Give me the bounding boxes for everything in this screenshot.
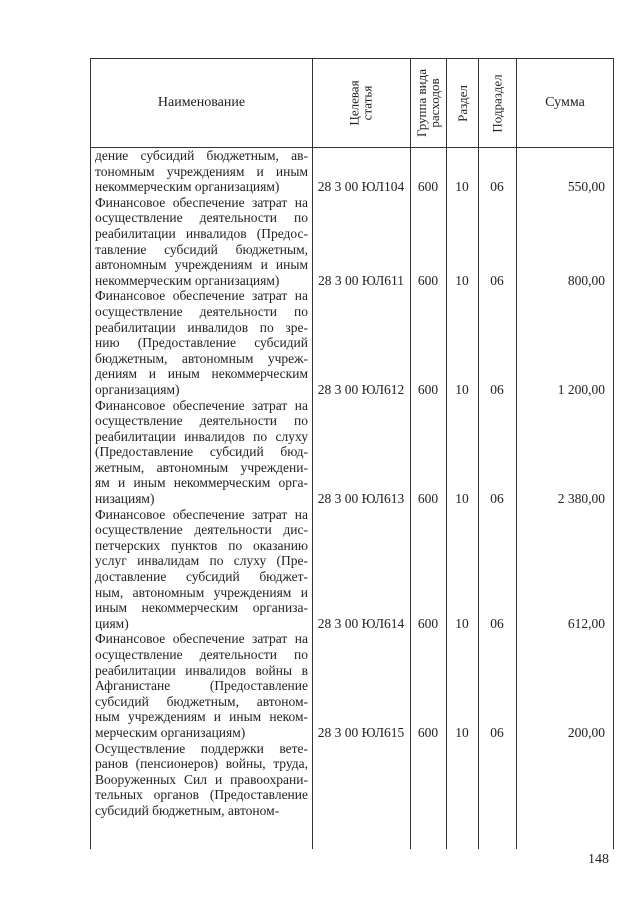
row-name-line: реабилитации инвалидов войны в <box>95 662 308 678</box>
row-name-line: петчерских пунктов по оказанию <box>95 537 308 553</box>
row-expense-group: 600 <box>417 381 439 397</box>
row-name-line: некоммерческим организациям) <box>95 272 280 288</box>
row-name-line: осуществление деятельности по <box>95 647 308 662</box>
row-target-article: 28 3 00 ЮЛ104 <box>317 179 405 195</box>
table-row <box>91 507 613 632</box>
header-expense-group: Группа вида расходов <box>414 69 443 137</box>
table-row <box>91 195 613 289</box>
row-target-article: 28 3 00 ЮЛ614 <box>317 615 405 631</box>
row-name-line: доставление субсидий бюджет- <box>95 569 308 585</box>
header-target-article: Целевая статья <box>346 80 375 126</box>
table-header <box>91 59 613 148</box>
row-expense-group: 600 <box>417 724 439 740</box>
row-name-line: дениям и иным некоммерческим <box>95 366 308 382</box>
row-section: 10 <box>455 615 469 631</box>
row-name-line: циям) <box>95 615 129 631</box>
row-name-line: Финансовое обеспечение затрат на <box>95 506 308 522</box>
row-name-line: Вооруженных Сил и правоохрани- <box>95 771 308 787</box>
table-row <box>91 631 613 740</box>
row-section: 10 <box>455 724 469 740</box>
row-name-line: тавление субсидий бюджетным, <box>95 241 308 257</box>
row-name-line: ным, автономным учреждениям и <box>95 584 308 600</box>
row-name-line: бюджетным, автономным учреж- <box>95 350 308 366</box>
budget-table <box>90 58 614 849</box>
row-name-line: низациям) <box>95 491 155 507</box>
row-name-line: ранов (пенсионеров) войны, труда, <box>95 756 308 772</box>
row-name-line: ным учреждениям и иным неком- <box>95 709 308 725</box>
row-name-line: субсидий бюджетным, автоном- <box>95 693 308 709</box>
row-name-line: Финансовое обеспечение затрат на <box>95 397 308 413</box>
table-row <box>91 398 613 507</box>
row-sum: 1 200,00 <box>557 381 605 397</box>
row-subsection: 06 <box>490 615 504 631</box>
row-name-line: дение субсидий бюджетным, ав- <box>95 148 308 163</box>
row-name-line: нию (Предоставление субсидий <box>95 335 308 351</box>
header-name: Наименование <box>157 95 246 110</box>
row-target-article: 28 3 00 ЮЛ611 <box>318 272 404 288</box>
row-name-line: некоммерческим организациям) <box>95 179 280 195</box>
row-section: 10 <box>455 491 469 507</box>
row-name-line: (Предоставление субсидий бюд- <box>95 444 308 460</box>
row-section: 10 <box>455 272 469 288</box>
row-expense-group: 600 <box>417 615 439 631</box>
row-subsection: 06 <box>490 724 504 740</box>
row-subsection: 06 <box>490 381 504 397</box>
row-subsection: 06 <box>490 272 504 288</box>
row-name <box>91 507 308 632</box>
header-subsection: Подраздел <box>489 73 505 133</box>
row-name <box>91 741 308 819</box>
row-name-line: осуществление деятельности дис- <box>95 522 308 538</box>
row-sum: 200,00 <box>567 724 605 740</box>
row-name-line: иным некоммерческим организа- <box>95 600 308 616</box>
row-target-article: 28 3 00 ЮЛ615 <box>317 724 405 740</box>
row-expense-group: 600 <box>417 272 439 288</box>
row-name-line: тономным учреждениям и иным <box>95 163 308 179</box>
header-section: Раздел <box>454 84 470 122</box>
row-name-line: реабилитации инвалидов по слуху <box>95 428 308 444</box>
row-expense-group: 600 <box>417 179 439 195</box>
row-target-article: 28 3 00 ЮЛ613 <box>317 491 405 507</box>
row-sum: 800,00 <box>567 272 605 288</box>
table-row <box>91 148 613 195</box>
row-name-line: Финансовое обеспечение затрат на <box>95 288 308 304</box>
row-name-line: услуг инвалидам по слуху (Пре- <box>95 553 308 569</box>
row-name-line: субсидий бюджетным, автоном- <box>95 802 280 818</box>
row-name-line: Осуществление поддержки вете- <box>95 740 308 756</box>
row-name-line: реабилитации инвалидов (Предос- <box>95 225 308 241</box>
row-subsection: 06 <box>490 179 504 195</box>
row-name-line: осуществление деятельности по <box>95 413 308 429</box>
table-row <box>91 288 613 397</box>
row-name-line: мерческим организациям) <box>95 724 246 740</box>
row-section: 10 <box>455 381 469 397</box>
row-name-line: Финансовое обеспечение затрат на <box>95 631 308 647</box>
row-name-line: ям и иным некоммерческим орга- <box>95 475 308 491</box>
page-number: 148 <box>588 852 609 867</box>
header-sum: Сумма <box>545 95 585 110</box>
row-subsection: 06 <box>490 491 504 507</box>
row-sum: 2 380,00 <box>557 491 605 507</box>
row-name-line: осуществление деятельности по <box>95 303 308 319</box>
row-sum: 612,00 <box>567 615 605 631</box>
row-name-line: Афганистане (Предоставление <box>95 678 308 694</box>
row-name-line: тельных органов (Предоставление <box>95 787 308 803</box>
row-name-line: Финансовое обеспечение затрат на <box>95 194 308 210</box>
row-section: 10 <box>455 179 469 195</box>
row-name-line: жетным, автономным учреждени- <box>95 459 308 475</box>
row-name-line: организациям) <box>95 381 180 397</box>
row-name-line: автономным учреждениям и иным <box>95 257 308 273</box>
row-name-line: осуществление деятельности по <box>95 210 308 226</box>
table-body <box>91 148 613 819</box>
row-name-line: реабилитации инвалидов по зре- <box>95 319 308 335</box>
table-row <box>91 741 613 819</box>
row-expense-group: 600 <box>417 491 439 507</box>
row-sum: 550,00 <box>567 179 605 195</box>
row-target-article: 28 3 00 ЮЛ612 <box>317 381 405 397</box>
